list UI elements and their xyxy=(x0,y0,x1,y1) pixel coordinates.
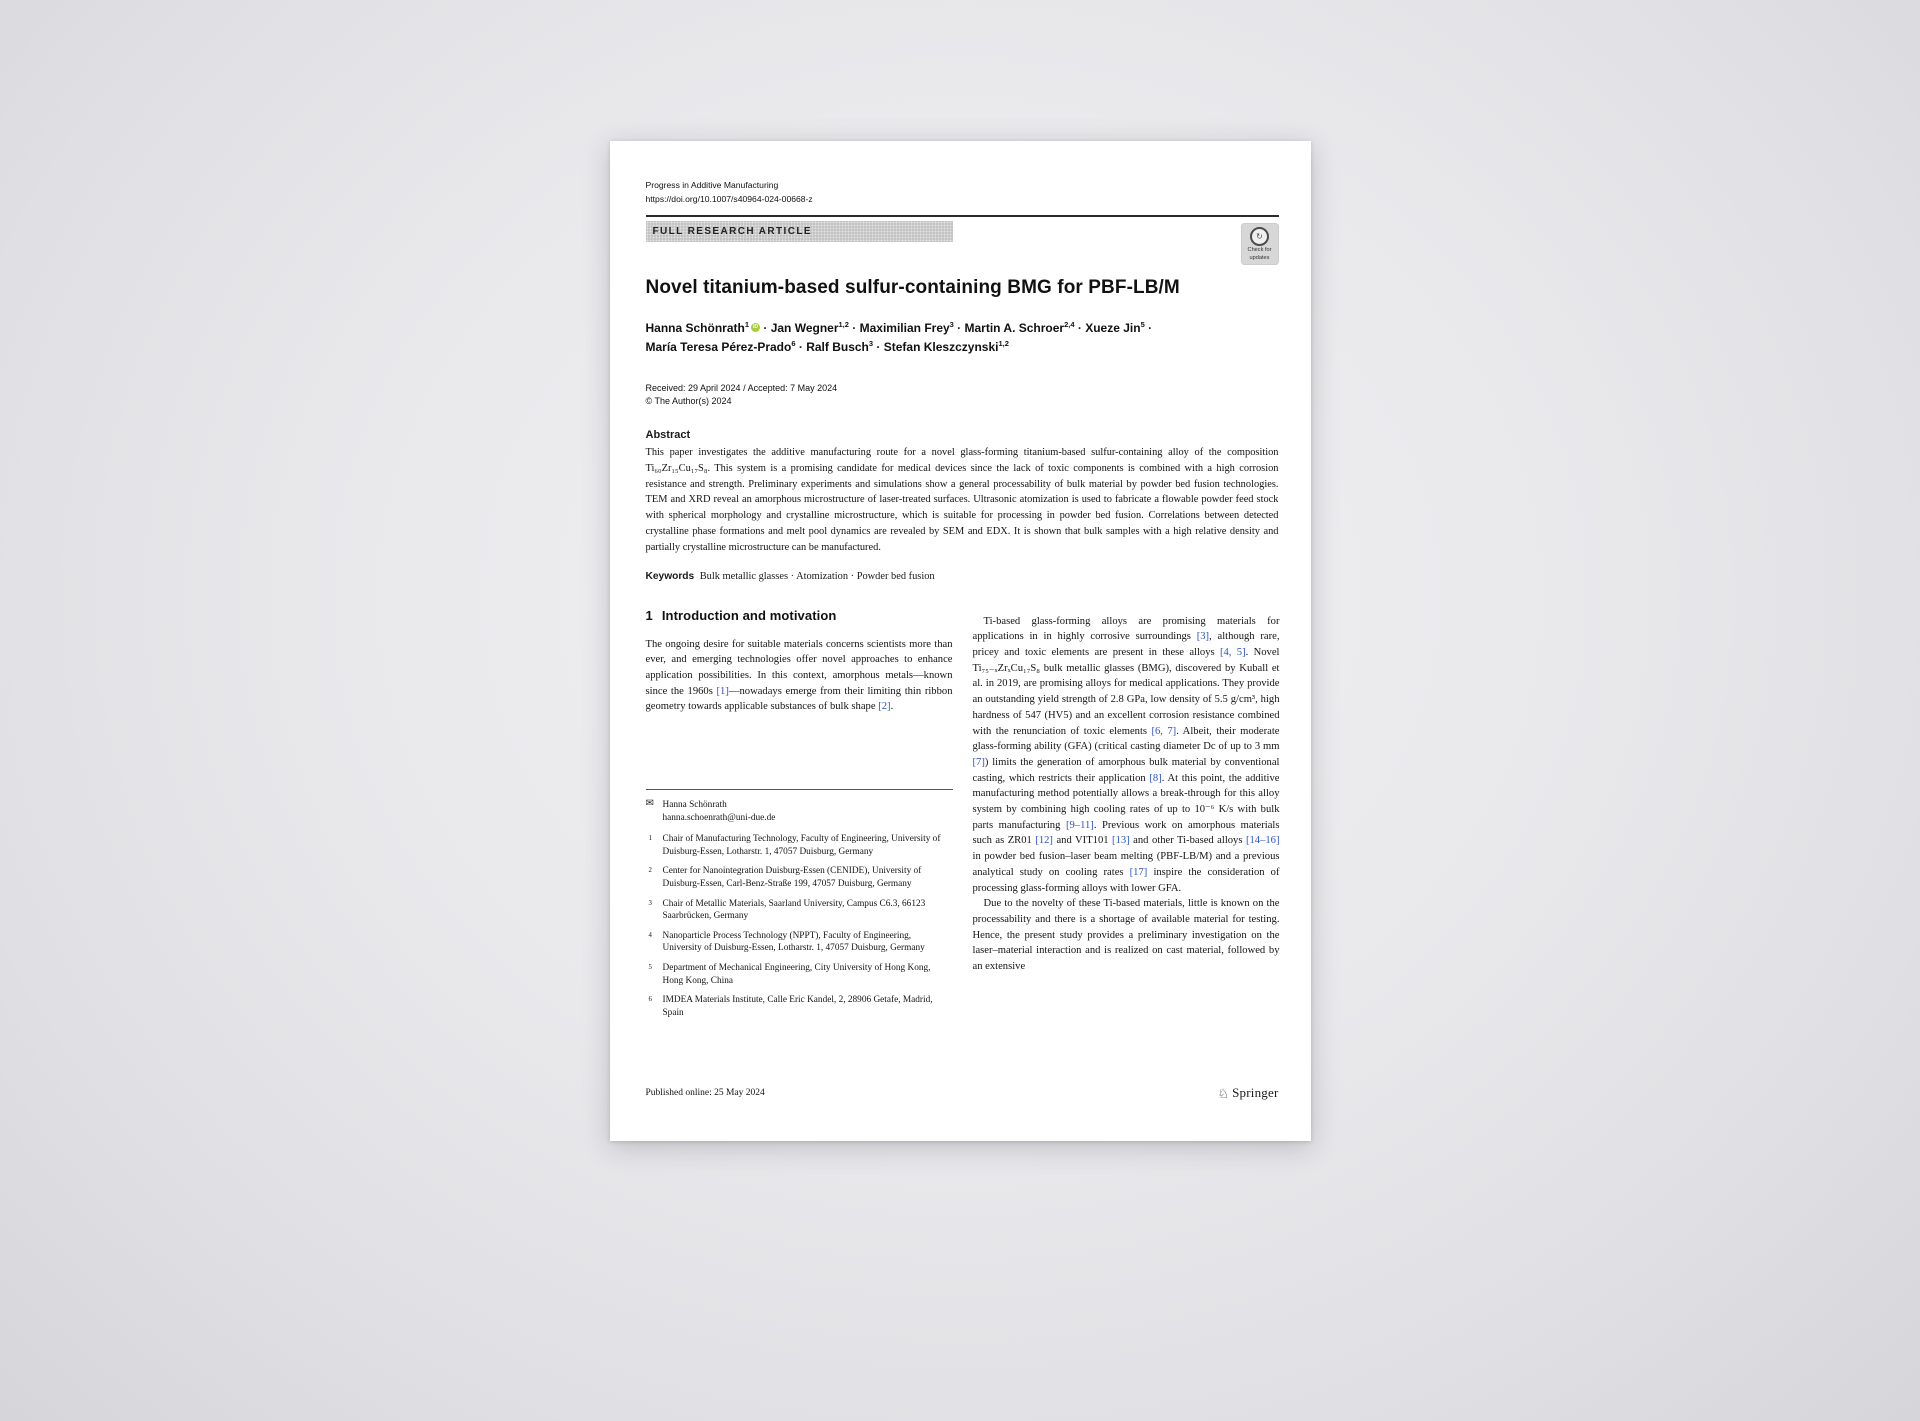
section-title: Introduction and motivation xyxy=(661,607,837,623)
article-type-badge xyxy=(646,221,953,242)
citation-link[interactable]: [7] xyxy=(972,756,985,768)
article-type-label: FULL RESEARCH ARTICLE xyxy=(652,226,812,237)
paper-page xyxy=(610,141,1311,1141)
doi-link[interactable]: https://doi.org/10.1007/s40964-024-00668-z xyxy=(645,194,813,204)
citation-link[interactable]: [9–11] xyxy=(1065,819,1094,831)
affiliation: 1 Chair of Manufacturing Technology, Faculty of Engineering, University of Duisburg-Essen, Lotharstr. 1, 47057 Duisburg, Germany xyxy=(648,834,941,857)
citation-link[interactable]: [17] xyxy=(1129,866,1148,878)
abstract-heading: Abstract xyxy=(645,429,691,441)
footnote-block xyxy=(646,789,953,1019)
envelope-icon: ✉ xyxy=(645,798,654,809)
affiliation-list xyxy=(646,833,953,1019)
citation-link[interactable]: [14–16] xyxy=(1245,835,1280,847)
received-accepted-line: Received: 29 April 2024 / Accepted: 7 May 2024 xyxy=(645,383,838,393)
springer-knight-icon: ♘ xyxy=(1217,1085,1230,1101)
keywords-line xyxy=(646,571,1279,582)
author: Maximilian Frey$^3$ xyxy=(859,320,954,335)
intro-paragraph: The ongoing desire for suitable materials concerns scientists more than ever, and emerging technologies offer novel approaches to enhance application possibilities. In this context, amorphous metals—known since the 1960s [1]—nowadays emerge from their limiting thin ribbon geometry towards applicable substances of bulk shape [2]. xyxy=(645,638,953,713)
springer-wordmark: Springer xyxy=(1232,1085,1279,1100)
author-separator: · xyxy=(1074,321,1086,335)
refresh-circle-icon: ↻ xyxy=(1250,227,1269,246)
check-for-updates-button[interactable] xyxy=(1241,223,1279,265)
author-separator: · xyxy=(873,340,884,354)
author: Jan Wegner$^{1,2}$ xyxy=(770,320,849,335)
springer-logo xyxy=(1217,1085,1278,1101)
affiliation: 3 Chair of Metallic Materials, Saarland University, Campus C6.3, 66123 Saarbrücken, Germany xyxy=(648,898,926,922)
affiliation: 5 Department of Mechanical Engineering, City University of Hong Kong, Hong Kong, China xyxy=(648,962,931,986)
keywords-text: Bulk metallic glasses · Atomization · Powder bed fusion xyxy=(699,570,935,582)
footnote-rule xyxy=(646,789,953,790)
citation-link[interactable]: [3] xyxy=(1196,631,1210,643)
correspondence-block xyxy=(646,799,953,824)
body-paragraph-1: Ti-based glass-forming alloys are promising materials for applications in in highly corrosive surroundings [3], although rare, pricey and toxic elements are present in these alloys [4, 5]. Novel Ti₇₅₋ₓZrₓCu₁₇S₈ bulk metallic glasses (BMG), discovered by Kuball et al. in 2019, are promising alloys for medical applications. They provide an outstanding yield strength of 2.8 GPa, low density of 5.5 g/cm³, high hardness of 547 (HV5) and an excellent corrosion resistance combined with the renunciation of toxic elements [6, 7]. Albeit, their moderate glass-forming ability (GFA) (critical casting diameter Dc of up to 3 mm [7]) limits the generation of amorphous bulk material by conventional casting, which restricts their application [8]. At this point, the additive manufacturing method potentially allows a break-through for this alloy system by combining high cooling rates of up to 10⁻⁶ K/s with bulk parts manufacturing [9–11]. Previous work on amorphous materials such as ZR01 [12] and VIT101 [13] and other Ti-based alloys [14–16] in powder bed fusion–laser beam melting (PBF-LB/M) and a previous analytical study on cooling rates [17] inspire the consideration of processing glass-forming alloys with lower GFA. xyxy=(972,615,1280,894)
corresponding-author-name: Hanna Schönrath xyxy=(662,800,727,810)
journal-name: Progress in Additive Manufacturing xyxy=(645,180,779,190)
citation-link[interactable]: [1] xyxy=(716,685,729,697)
published-online: Published online: 25 May 2024 xyxy=(645,1088,765,1098)
affiliation: 6 IMDEA Materials Institute, Calle Eric Kandel, 2, 28906 Getafe, Madrid, Spain xyxy=(648,995,933,1018)
section-number: 1 xyxy=(645,607,653,623)
citation-link[interactable]: [4, 5] xyxy=(1219,646,1246,658)
author: María Teresa Pérez-Prado$^6$ xyxy=(645,339,796,354)
author-list xyxy=(646,317,1279,355)
affiliation: 4 Nanoparticle Process Technology (NPPT), Faculty of Engineering, University of Duisburg-Essen, Lotharstr. 1, 47057 Duisburg, Germany xyxy=(648,930,925,954)
check-for-updates-label-2: updates xyxy=(1249,254,1270,261)
check-for-updates-label-1: Check for xyxy=(1247,247,1272,253)
author-separator: · xyxy=(760,321,771,335)
author: Ralf Busch$^3$ xyxy=(806,339,874,354)
author: Stefan Kleszczynski$^{1,2}$ xyxy=(883,339,1009,354)
citation-link[interactable]: [6, 7] xyxy=(1151,725,1177,737)
page-footer xyxy=(646,1085,1279,1101)
author-separator: · xyxy=(848,321,860,335)
affiliation: 2 Center for Nanointegration Duisburg-Essen (CENIDE), University of Duisburg-Essen, Carl-Benz-Straße 199, 47057 Duisburg, Germany xyxy=(648,866,922,889)
orcid-icon[interactable]: iD xyxy=(753,324,759,330)
abstract-text: This paper investigates the additive manufacturing route for a novel glass-forming titanium-based sulfur-containing alloy of the composition Ti₆₀Zr₁₅Cu₁₇S₈. This system is a promising candidate for medical devices since the lack of toxic components is combined with a high corrosion resistance and strength. Preliminary experiments and simulations show a general processability of bulk material by powder bed fusion technologies. TEM and XRD reveal an amorphous microstructure of laser-treated surfaces. Ultrasonic atomization is used to fabricate a flowable powder feed stock with spherical morphology and crystalline microstructure, which is suitable for processing in powder bed fusion. Correlations between detected crystalline phase formations and melt pool dynamics are revealed by SEM and EDX. It is shown that bulk samples with a high relative density and partially crystalline microstructure can be manufactured. xyxy=(645,447,1279,553)
copyright-line: © The Author(s) 2024 xyxy=(645,396,732,406)
keywords-label: Keywords xyxy=(645,570,695,582)
right-column xyxy=(973,608,1280,975)
body-paragraph-2: Due to the novelty of these Ti-based materials, little is known on the processability and there is a shortage of available material for testing. Hence, the present study provides a preliminary investigation on the laser–material interaction and is realized on cast material, followed by an extensive xyxy=(972,898,1280,973)
author-separator: · xyxy=(953,321,965,335)
author: Martin A. Schroer$^{2,4}$ xyxy=(964,320,1075,335)
citation-link[interactable]: [2] xyxy=(878,701,891,713)
citation-link[interactable]: [12] xyxy=(1035,835,1053,847)
corresponding-author-email[interactable]: hanna.schoenrath@uni-due.de xyxy=(662,812,776,823)
header-rule xyxy=(646,215,1279,217)
author: Xueze Jin$^5$ xyxy=(1085,320,1145,335)
paper-title: Novel titanium-based sulfur-containing BMG for PBF-LB/M xyxy=(645,277,1180,298)
author: Hanna Schönrath$^1$ xyxy=(645,320,750,335)
author-separator: · xyxy=(795,340,807,354)
section-heading xyxy=(646,608,953,623)
author-separator: · xyxy=(1144,321,1153,335)
citation-link[interactable]: [8] xyxy=(1149,772,1162,784)
citation-link[interactable]: [13] xyxy=(1112,835,1130,847)
